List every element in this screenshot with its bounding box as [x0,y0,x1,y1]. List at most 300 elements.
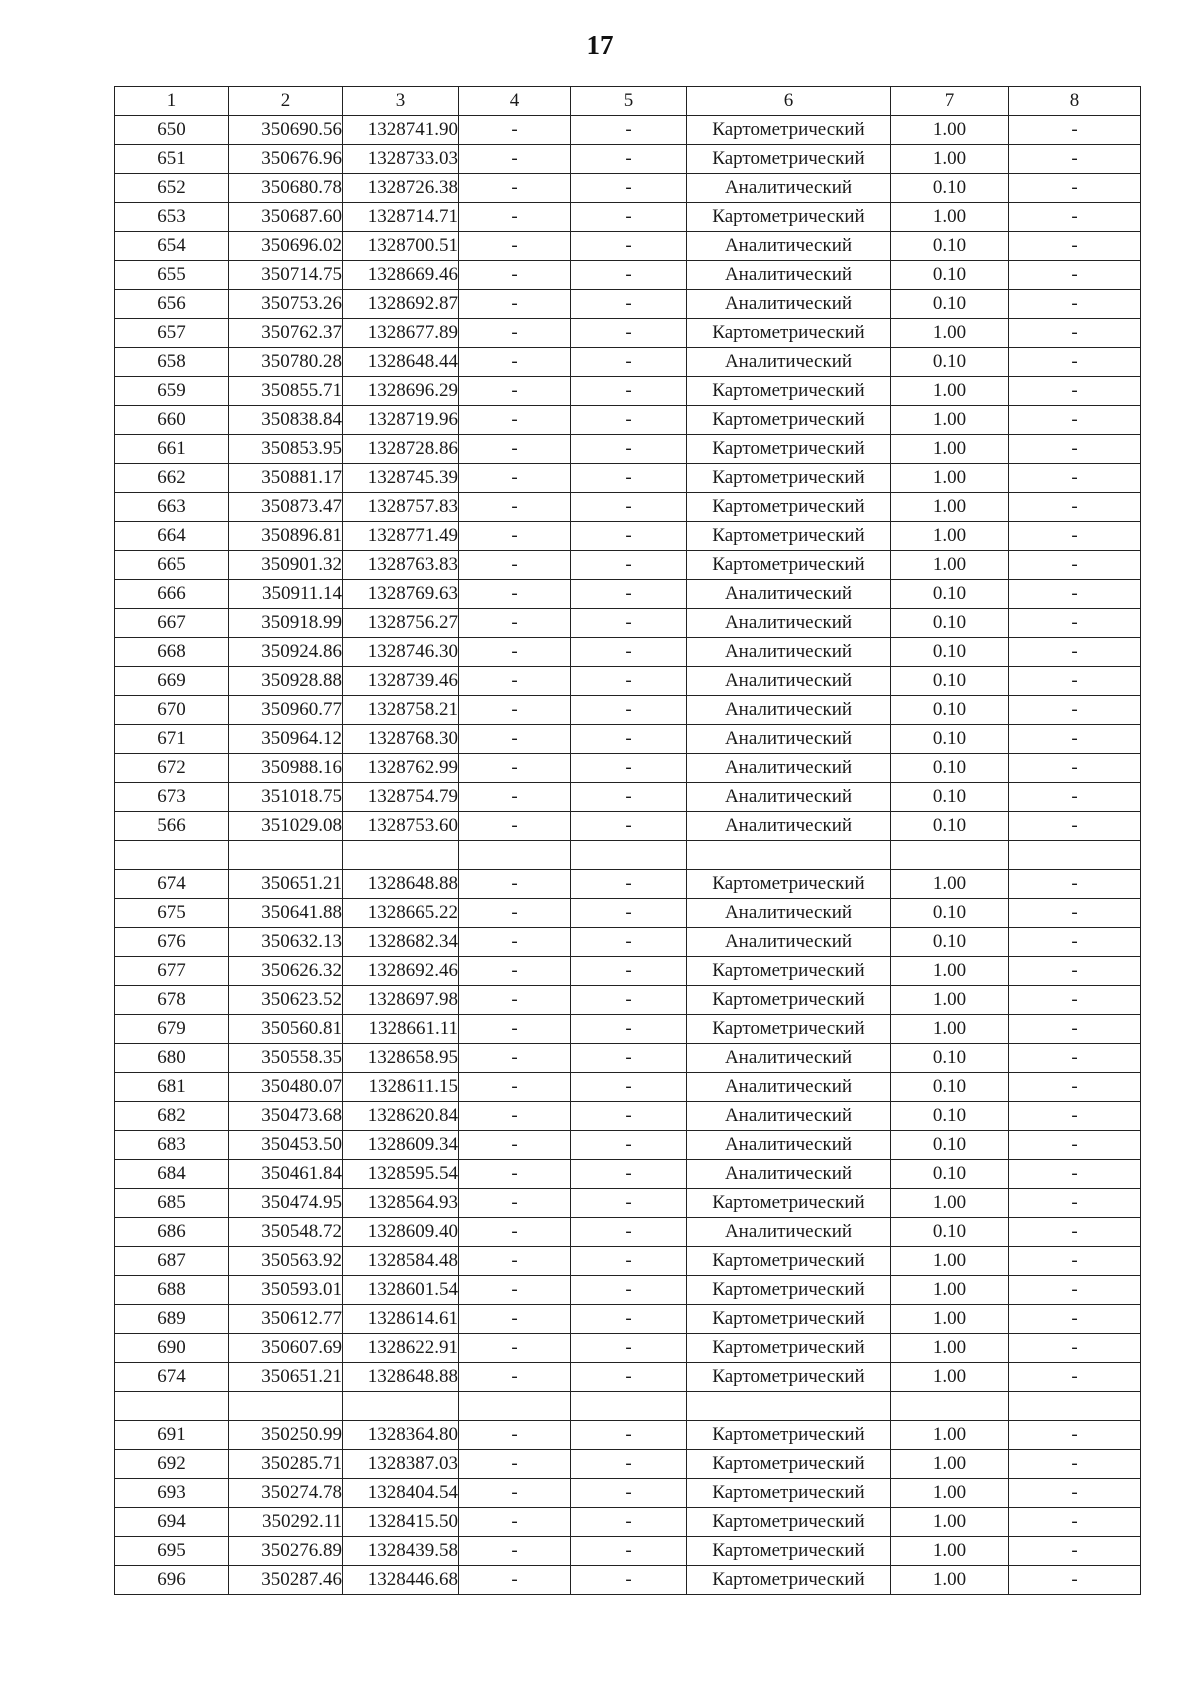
cell-x-coordinate: 350928.88 [229,667,343,696]
cell-x-coordinate: 350780.28 [229,348,343,377]
cell-method: Аналитический [687,290,891,319]
cell-accuracy: 1.00 [891,551,1009,580]
cell-accuracy: 0.10 [891,1044,1009,1073]
cell-x-coordinate: 350548.72 [229,1218,343,1247]
cell-accuracy: 1.00 [891,957,1009,986]
cell-col-4: - [459,1189,571,1218]
cell-y-coordinate: 1328768.30 [343,725,459,754]
cell-x-coordinate: 350690.56 [229,116,343,145]
table-row [115,696,1141,725]
cell-accuracy [891,1392,1009,1421]
cell-col-5: - [571,435,687,464]
cell-y-coordinate: 1328726.38 [343,174,459,203]
cell-method: Аналитический [687,580,891,609]
cell-x-coordinate: 350612.77 [229,1305,343,1334]
cell-y-coordinate: 1328758.21 [343,696,459,725]
cell-x-coordinate: 350292.11 [229,1508,343,1537]
cell-col-5: - [571,1479,687,1508]
cell-method: Аналитический [687,783,891,812]
cell-x-coordinate: 350714.75 [229,261,343,290]
cell-y-coordinate: 1328719.96 [343,406,459,435]
cell-point-number: 661 [115,435,229,464]
cell-point-number: 651 [115,145,229,174]
cell-accuracy: 0.10 [891,928,1009,957]
cell-point-number: 684 [115,1160,229,1189]
cell-y-coordinate: 1328733.03 [343,145,459,174]
cell-col-4: - [459,1450,571,1479]
cell-col-4: - [459,1479,571,1508]
cell-accuracy: 1.00 [891,1276,1009,1305]
cell-y-coordinate: 1328648.88 [343,1363,459,1392]
cell-x-coordinate: 350753.26 [229,290,343,319]
cell-x-coordinate: 350276.89 [229,1537,343,1566]
cell-x-coordinate: 350560.81 [229,1015,343,1044]
cell-y-coordinate: 1328387.03 [343,1450,459,1479]
cell-col-4: - [459,957,571,986]
cell-accuracy: 1.00 [891,203,1009,232]
cell-accuracy: 1.00 [891,1189,1009,1218]
cell-col-8: - [1009,1363,1141,1392]
cell-col-5: - [571,261,687,290]
cell-accuracy: 1.00 [891,464,1009,493]
cell-accuracy: 1.00 [891,406,1009,435]
cell-col-5: - [571,870,687,899]
cell-x-coordinate: 350453.50 [229,1131,343,1160]
coordinates-table [114,86,1141,1595]
cell-method: Картометрический [687,1566,891,1595]
table-row [115,493,1141,522]
cell-method: Картометрический [687,1247,891,1276]
cell-col-5: - [571,609,687,638]
cell-col-5: - [571,116,687,145]
cell-col-8: - [1009,1073,1141,1102]
cell-point-number: 678 [115,986,229,1015]
cell-accuracy: 1.00 [891,1421,1009,1450]
cell-col-4: - [459,348,571,377]
cell-col-8: - [1009,406,1141,435]
cell-method: Аналитический [687,725,891,754]
cell-col-5: - [571,1073,687,1102]
cell-method: Аналитический [687,1160,891,1189]
cell-x-coordinate: 350762.37 [229,319,343,348]
cell-col-8: - [1009,1421,1141,1450]
cell-method: Аналитический [687,667,891,696]
cell-col-8: - [1009,319,1141,348]
table-row [115,290,1141,319]
cell-y-coordinate: 1328771.49 [343,522,459,551]
cell-col-5: - [571,174,687,203]
cell-method: Картометрический [687,1508,891,1537]
cell-col-8: - [1009,1218,1141,1247]
cell-col-8: - [1009,551,1141,580]
table-row [115,261,1141,290]
cell-method: Картометрический [687,551,891,580]
cell-col-5: - [571,1276,687,1305]
cell-accuracy: 1.00 [891,1450,1009,1479]
table-row [115,1247,1141,1276]
cell-x-coordinate: 350274.78 [229,1479,343,1508]
cell-accuracy: 0.10 [891,580,1009,609]
cell-col-8 [1009,841,1141,870]
cell-accuracy: 1.00 [891,1334,1009,1363]
cell-col-5: - [571,1189,687,1218]
column-header-7: 7 [891,87,1009,116]
cell-method: Картометрический [687,870,891,899]
cell-col-5: - [571,290,687,319]
cell-point-number: 686 [115,1218,229,1247]
table-row [115,957,1141,986]
cell-col-8: - [1009,1450,1141,1479]
cell-y-coordinate: 1328692.87 [343,290,459,319]
cell-point-number: 655 [115,261,229,290]
cell-col-8: - [1009,986,1141,1015]
cell-accuracy: 1.00 [891,319,1009,348]
cell-point-number: 676 [115,928,229,957]
cell-y-coordinate: 1328564.93 [343,1189,459,1218]
cell-y-coordinate: 1328665.22 [343,899,459,928]
cell-x-coordinate: 350473.68 [229,1102,343,1131]
cell-col-5: - [571,957,687,986]
cell-col-5: - [571,1508,687,1537]
cell-col-5: - [571,986,687,1015]
cell-col-5: - [571,667,687,696]
cell-method: Картометрический [687,319,891,348]
cell-method: Аналитический [687,1131,891,1160]
cell-col-4: - [459,899,571,928]
cell-method: Аналитический [687,928,891,957]
cell-x-coordinate: 350593.01 [229,1276,343,1305]
cell-point-number [115,841,229,870]
cell-y-coordinate: 1328769.63 [343,580,459,609]
cell-method: Картометрический [687,1421,891,1450]
cell-col-5: - [571,1218,687,1247]
cell-method: Картометрический [687,116,891,145]
cell-col-8: - [1009,1537,1141,1566]
cell-method: Аналитический [687,1044,891,1073]
cell-accuracy: 1.00 [891,1537,1009,1566]
cell-col-8: - [1009,754,1141,783]
cell-point-number: 689 [115,1305,229,1334]
cell-col-8 [1009,1392,1141,1421]
cell-col-8: - [1009,609,1141,638]
cell-method: Аналитический [687,1102,891,1131]
cell-col-5: - [571,1363,687,1392]
cell-col-4: - [459,754,571,783]
cell-x-coordinate: 350558.35 [229,1044,343,1073]
column-header-4: 4 [459,87,571,116]
cell-method: Аналитический [687,638,891,667]
table-row [115,406,1141,435]
cell-col-8: - [1009,232,1141,261]
cell-y-coordinate: 1328741.90 [343,116,459,145]
cell-col-8: - [1009,1044,1141,1073]
cell-col-5: - [571,725,687,754]
cell-col-5: - [571,203,687,232]
header-row [115,87,1141,116]
cell-method: Картометрический [687,435,891,464]
cell-y-coordinate: 1328620.84 [343,1102,459,1131]
cell-col-5: - [571,232,687,261]
table-row [115,1537,1141,1566]
cell-col-4: - [459,406,571,435]
cell-col-4: - [459,319,571,348]
cell-col-4: - [459,1537,571,1566]
cell-col-8: - [1009,1276,1141,1305]
cell-col-5: - [571,522,687,551]
cell-col-4: - [459,203,571,232]
cell-col-4 [459,841,571,870]
cell-accuracy: 0.10 [891,174,1009,203]
cell-col-8: - [1009,725,1141,754]
cell-col-4: - [459,928,571,957]
table-row [115,841,1141,870]
table-row [115,812,1141,841]
cell-col-8: - [1009,783,1141,812]
cell-accuracy: 0.10 [891,1218,1009,1247]
cell-col-4: - [459,1015,571,1044]
cell-col-4: - [459,1305,571,1334]
cell-accuracy: 1.00 [891,493,1009,522]
table-row [115,1218,1141,1247]
cell-method: Аналитический [687,1073,891,1102]
cell-col-4: - [459,1276,571,1305]
cell-method: Аналитический [687,348,891,377]
cell-x-coordinate: 350873.47 [229,493,343,522]
cell-x-coordinate: 350988.16 [229,754,343,783]
cell-col-8: - [1009,899,1141,928]
cell-accuracy: 0.10 [891,290,1009,319]
cell-point-number: 685 [115,1189,229,1218]
cell-col-5: - [571,754,687,783]
cell-point-number: 677 [115,957,229,986]
cell-y-coordinate: 1328756.27 [343,609,459,638]
cell-point-number: 683 [115,1131,229,1160]
cell-col-8: - [1009,522,1141,551]
cell-col-4: - [459,1218,571,1247]
cell-accuracy: 0.10 [891,348,1009,377]
cell-x-coordinate: 350881.17 [229,464,343,493]
cell-y-coordinate: 1328728.86 [343,435,459,464]
cell-col-5: - [571,580,687,609]
cell-method: Картометрический [687,1015,891,1044]
cell-x-coordinate: 350687.60 [229,203,343,232]
cell-col-8: - [1009,116,1141,145]
cell-method: Картометрический [687,464,891,493]
table-row [115,899,1141,928]
table-row [115,1131,1141,1160]
cell-col-4: - [459,1247,571,1276]
cell-y-coordinate: 1328601.54 [343,1276,459,1305]
cell-accuracy: 1.00 [891,116,1009,145]
cell-accuracy: 1.00 [891,1566,1009,1595]
cell-col-8: - [1009,1102,1141,1131]
table-body [115,116,1141,1595]
table-row [115,174,1141,203]
cell-point-number: 674 [115,1363,229,1392]
cell-accuracy: 1.00 [891,1015,1009,1044]
cell-col-4: - [459,145,571,174]
cell-col-4: - [459,464,571,493]
cell-col-4: - [459,1508,571,1537]
cell-point-number: 653 [115,203,229,232]
table-row [115,580,1141,609]
cell-x-coordinate: 350641.88 [229,899,343,928]
cell-y-coordinate: 1328692.46 [343,957,459,986]
table-row [115,754,1141,783]
cell-y-coordinate: 1328658.95 [343,1044,459,1073]
table-row [115,116,1141,145]
cell-method: Картометрический [687,406,891,435]
cell-y-coordinate: 1328669.46 [343,261,459,290]
cell-col-8: - [1009,203,1141,232]
cell-x-coordinate: 350651.21 [229,870,343,899]
cell-point-number: 654 [115,232,229,261]
cell-point-number: 665 [115,551,229,580]
cell-y-coordinate: 1328700.51 [343,232,459,261]
cell-accuracy: 0.10 [891,899,1009,928]
cell-accuracy: 1.00 [891,377,1009,406]
cell-accuracy: 0.10 [891,638,1009,667]
cell-point-number: 695 [115,1537,229,1566]
cell-x-coordinate: 350924.86 [229,638,343,667]
cell-col-5: - [571,1247,687,1276]
column-header-3: 3 [343,87,459,116]
table-row [115,1421,1141,1450]
cell-col-8: - [1009,435,1141,464]
cell-col-8: - [1009,290,1141,319]
table-row [115,1305,1141,1334]
cell-col-5: - [571,464,687,493]
cell-point-number: 696 [115,1566,229,1595]
cell-col-8: - [1009,812,1141,841]
cell-col-8: - [1009,1247,1141,1276]
cell-y-coordinate: 1328757.83 [343,493,459,522]
cell-col-4: - [459,1334,571,1363]
cell-y-coordinate: 1328614.61 [343,1305,459,1334]
cell-y-coordinate: 1328648.44 [343,348,459,377]
cell-accuracy: 1.00 [891,870,1009,899]
cell-col-5: - [571,1537,687,1566]
cell-y-coordinate [343,841,459,870]
cell-col-8: - [1009,1160,1141,1189]
cell-col-4: - [459,290,571,319]
cell-col-8: - [1009,928,1141,957]
cell-accuracy: 1.00 [891,1508,1009,1537]
table-row [115,1566,1141,1595]
table-row [115,725,1141,754]
cell-point-number: 688 [115,1276,229,1305]
cell-col-8: - [1009,1189,1141,1218]
cell-col-8: - [1009,1305,1141,1334]
cell-col-5: - [571,1044,687,1073]
table-row [115,464,1141,493]
cell-accuracy: 1.00 [891,1247,1009,1276]
cell-col-4: - [459,377,571,406]
cell-accuracy: 1.00 [891,435,1009,464]
cell-col-5: - [571,406,687,435]
cell-accuracy: 0.10 [891,261,1009,290]
cell-y-coordinate [343,1392,459,1421]
table-row [115,986,1141,1015]
cell-point-number: 666 [115,580,229,609]
table-row [115,203,1141,232]
cell-x-coordinate: 351018.75 [229,783,343,812]
cell-accuracy: 0.10 [891,232,1009,261]
cell-point-number: 670 [115,696,229,725]
cell-y-coordinate: 1328696.29 [343,377,459,406]
cell-method: Картометрический [687,1189,891,1218]
table-row [115,145,1141,174]
cell-point-number: 675 [115,899,229,928]
cell-method: Картометрический [687,145,891,174]
table-row [115,1276,1141,1305]
cell-y-coordinate: 1328745.39 [343,464,459,493]
cell-point-number: 650 [115,116,229,145]
cell-col-4: - [459,493,571,522]
cell-y-coordinate: 1328595.54 [343,1160,459,1189]
cell-y-coordinate: 1328682.34 [343,928,459,957]
table-row [115,1363,1141,1392]
cell-y-coordinate: 1328404.54 [343,1479,459,1508]
cell-y-coordinate: 1328746.30 [343,638,459,667]
cell-col-4: - [459,638,571,667]
table-row [115,638,1141,667]
cell-col-5: - [571,696,687,725]
table-row [115,1392,1141,1421]
cell-col-8: - [1009,145,1141,174]
cell-col-4: - [459,870,571,899]
cell-x-coordinate: 350651.21 [229,1363,343,1392]
table-row [115,783,1141,812]
cell-y-coordinate: 1328763.83 [343,551,459,580]
cell-x-coordinate [229,841,343,870]
cell-x-coordinate: 350911.14 [229,580,343,609]
cell-method: Аналитический [687,812,891,841]
cell-col-5: - [571,1334,687,1363]
cell-accuracy: 1.00 [891,1363,1009,1392]
cell-col-4: - [459,1160,571,1189]
cell-col-4: - [459,1421,571,1450]
cell-col-4: - [459,667,571,696]
cell-point-number: 682 [115,1102,229,1131]
cell-accuracy: 0.10 [891,783,1009,812]
cell-y-coordinate: 1328609.40 [343,1218,459,1247]
table-row [115,1334,1141,1363]
cell-point-number: 679 [115,1015,229,1044]
cell-y-coordinate: 1328762.99 [343,754,459,783]
table-row [115,928,1141,957]
cell-point-number: 674 [115,870,229,899]
table-row [115,319,1141,348]
cell-point-number: 667 [115,609,229,638]
cell-col-5: - [571,493,687,522]
cell-method: Картометрический [687,1479,891,1508]
cell-point-number: 681 [115,1073,229,1102]
cell-x-coordinate: 350285.71 [229,1450,343,1479]
table-row [115,377,1141,406]
cell-method: Картометрический [687,1334,891,1363]
cell-method: Аналитический [687,899,891,928]
cell-accuracy: 1.00 [891,145,1009,174]
cell-point-number: 672 [115,754,229,783]
cell-x-coordinate: 350676.96 [229,145,343,174]
cell-point-number: 673 [115,783,229,812]
cell-accuracy: 0.10 [891,1073,1009,1102]
cell-method [687,841,891,870]
cell-col-8: - [1009,1015,1141,1044]
cell-point-number: 662 [115,464,229,493]
cell-accuracy: 1.00 [891,1305,1009,1334]
